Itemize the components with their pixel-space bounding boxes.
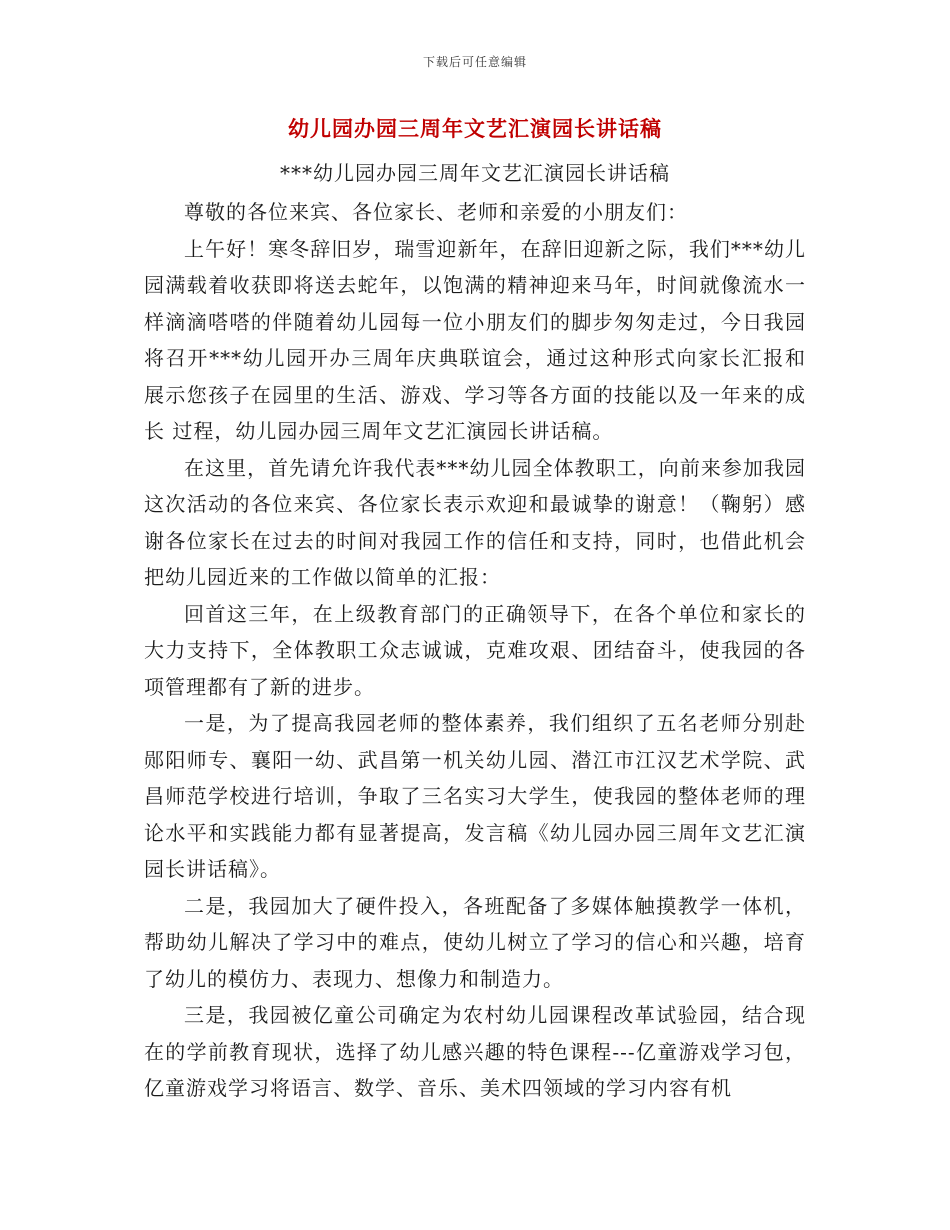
header-note: 下载后可任意编辑 <box>422 55 527 69</box>
paragraph-greeting: 尊敬的各位来宾、各位家长、老师和亲爱的小朋友们： <box>184 200 688 224</box>
document-title: 幼儿园办园三周年文艺汇演园长讲话稿 <box>288 116 662 141</box>
paragraph-point-three: 三是，我园被亿童公司确定为农村幼儿园课程改革试验园，结合现在的学前教育现状，选择了幼儿感兴趣的特色课程---亿童游戏学习包，亿童游戏学习将语言、数学、音乐、美术四领域的学习内容有机 <box>144 1003 806 1100</box>
paragraph-point-one: 一是，为了提高我园老师的整体素养，我们组织了五名老师分别赴郧阳师专、襄阳一幼、武昌第一机关幼儿园、潜江市江汉艺术学院、武昌师范学校进行培训，争取了三名实习大学生，使我园的整体老师的理论水平和实践能力都有显著提高，发言稿《幼儿园办园三周年文艺汇演园长讲话稿》。 <box>144 711 806 881</box>
document-subtitle: ***幼儿园办园三周年文艺汇演园长讲话稿 <box>280 161 670 185</box>
paragraph-point-two: 二是，我园加大了硬件投入，各班配备了多媒体触摸教学一体机，帮助幼儿解决了学习中的难点，使幼儿树立了学习的信心和兴趣，培育了幼儿的模仿力、表现力、想像力和制造力。 <box>144 893 806 991</box>
paragraph-thanks: 在这里，首先请允许我代表***幼儿园全体教职工，向前来参加我园这次活动的各位来宾、各位家长表示欢迎和最诚挚的谢意！（鞠躬）感谢各位家长在过去的时间对我园工作的信任和支持，同时，也借此机会把幼儿园近来的工作做以简单的汇报： <box>144 455 806 589</box>
paragraph-opening: 上午好！寒冬辞旧岁，瑞雪迎新年，在辞旧迎新之际，我们***幼儿园满载着收获即将送去蛇年，以饱满的精神迎来马年，时间就像流水一样滴滴嗒嗒的伴随着幼儿园每一位小朋友们的脚步匆匆走过，今日我园将召开***幼儿园开办三周年庆典联谊会，通过这种形式向家长汇报和展示您孩子在园里的生活、游戏、学习等各方面的技能以及一年来的成长 过程，幼儿园办园三周年文艺汇演园长讲话稿。 <box>144 236 806 443</box>
document-body <box>144 194 806 1107</box>
paragraph-review: 回首这三年，在上级教育部门的正确领导下，在各个单位和家长的大力支持下，全体教职工众志诚诚，克难攻艰、团结奋斗，使我园的各项管理都有了新的进步。 <box>144 601 806 699</box>
